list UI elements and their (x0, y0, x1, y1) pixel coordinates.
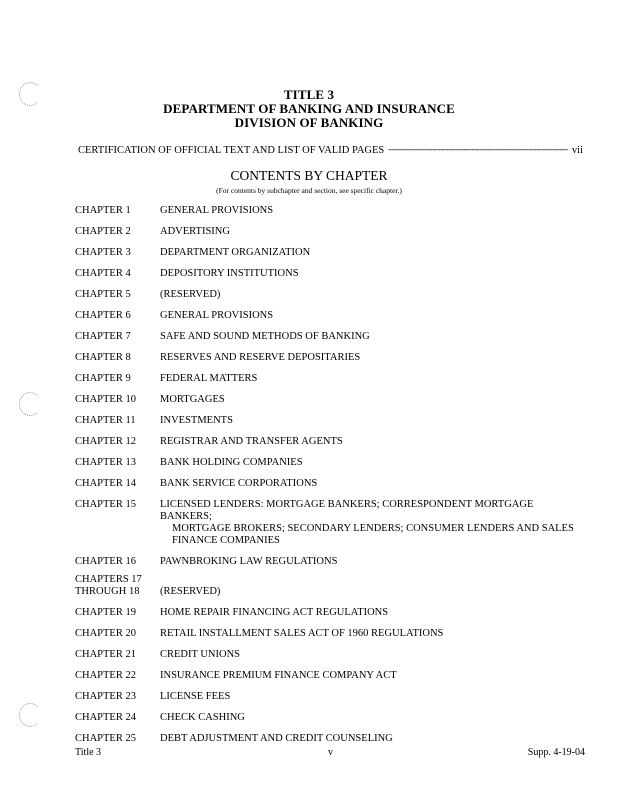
chapter-row (75, 607, 585, 619)
contents-note: (For contents by subchapter and section, see specific chapter.) (216, 186, 402, 195)
certification-text: CERTIFICATION OF OFFICIAL TEXT AND LIST OF VALID PAGES (78, 145, 385, 156)
chapter-label: CHAPTER 10 (75, 394, 136, 405)
chapter-row (75, 289, 585, 301)
chapter-row (75, 628, 585, 640)
chapter-title (160, 499, 585, 547)
chapter-row (75, 373, 585, 385)
chapter-title: DEPOSITORY INSTITUTIONS (160, 268, 299, 279)
chapter-title-line: LICENSED LENDERS: MORTGAGE BANKERS; CORRESPONDENT MORTGAGE BANKERS; (160, 499, 534, 522)
chapter-label: CHAPTER 2 (75, 226, 131, 237)
division-name: DIVISION OF BANKING (234, 115, 384, 130)
chapter-label: CHAPTER 16 (75, 556, 136, 567)
punch-hole-bottom (19, 703, 41, 727)
footer-supplement-date: Supp. 4-19-04 (527, 747, 585, 758)
chapter-row (75, 478, 585, 490)
chapter-title: HOME REPAIR FINANCING ACT REGULATIONS (160, 607, 389, 618)
chapter-row (75, 733, 585, 745)
chapter-label: CHAPTER 23 (75, 691, 136, 702)
chapter-label: CHAPTER 24 (75, 712, 136, 723)
chapter-title: REGISTRAR AND TRANSFER AGENTS (160, 436, 343, 447)
department-name: DEPARTMENT OF BANKING AND INSURANCE (163, 101, 455, 116)
chapter-label: CHAPTER 14 (75, 478, 136, 489)
chapter-row (75, 499, 585, 547)
chapter-title: INSURANCE PREMIUM FINANCE COMPANY ACT (160, 670, 397, 681)
chapter-row (75, 226, 585, 238)
chapter-row (75, 691, 585, 703)
chapter-title: (RESERVED) (160, 289, 221, 300)
chapter-row (75, 649, 585, 661)
chapter-title: SAFE AND SOUND METHODS OF BANKING (160, 331, 370, 342)
chapter-label: CHAPTER 15 (75, 499, 136, 510)
chapter-label: CHAPTER 1 (75, 205, 131, 216)
chapter-label (75, 574, 160, 598)
chapter-row (75, 205, 585, 217)
chapter-title: LICENSE FEES (160, 691, 231, 702)
chapter-title: BANK HOLDING COMPANIES (160, 457, 303, 468)
chapter-row (75, 415, 585, 427)
chapter-label: CHAPTER 25 (75, 733, 136, 744)
chapter-label: CHAPTER 12 (75, 436, 136, 447)
footer-page-number: v (328, 747, 333, 758)
chapter-title: (RESERVED) (160, 586, 221, 597)
chapter-label: CHAPTER 21 (75, 649, 136, 660)
chapter-title-continuation: MORTGAGE BROKERS; SECONDARY LENDERS; CONSUMER LENDERS AND SALES (172, 523, 574, 534)
chapter-title: PAWNBROKING LAW REGULATIONS (160, 556, 338, 567)
chapter-title: FEDERAL MATTERS (160, 373, 258, 384)
chapter-row (75, 556, 585, 568)
chapter-title: CREDIT UNIONS (160, 649, 241, 660)
chapter-label: CHAPTER 6 (75, 310, 131, 321)
certification-entry (78, 145, 583, 159)
chapter-label: CHAPTER 8 (75, 352, 131, 363)
contents-heading: CONTENTS BY CHAPTER (230, 168, 388, 183)
chapter-label: CHAPTER 5 (75, 289, 131, 300)
chapter-label-line: THROUGH 18 (75, 586, 140, 597)
title-number: TITLE 3 (283, 87, 335, 102)
chapter-row (75, 712, 585, 724)
title-block (0, 88, 618, 130)
chapter-row (75, 331, 585, 343)
chapter-title: RESERVES AND RESERVE DEPOSITARIES (160, 352, 361, 363)
chapter-title: ADVERTISING (160, 226, 230, 237)
chapter-row (75, 352, 585, 364)
chapter-title: GENERAL PROVISIONS (160, 205, 274, 216)
chapter-title: MORTGAGES (160, 394, 225, 405)
chapter-label: CHAPTER 11 (75, 415, 136, 426)
chapter-title: INVESTMENTS (160, 415, 233, 426)
chapter-row (75, 247, 585, 259)
footer-title: Title 3 (75, 747, 102, 758)
chapter-title: BANK SERVICE CORPORATIONS (160, 478, 318, 489)
chapter-row (75, 394, 585, 406)
dot-leader (388, 144, 568, 156)
chapter-label: CHAPTER 9 (75, 373, 131, 384)
chapter-label: CHAPTER 4 (75, 268, 131, 279)
chapter-row (75, 574, 585, 598)
page-footer (75, 747, 585, 761)
chapter-title: DEBT ADJUSTMENT AND CREDIT COUNSELING (160, 733, 393, 744)
certification-page: vii (571, 145, 583, 156)
chapter-label: CHAPTER 13 (75, 457, 136, 468)
chapter-row (75, 670, 585, 682)
punch-hole-middle (19, 392, 41, 416)
chapter-title: DEPARTMENT ORGANIZATION (160, 247, 311, 258)
chapter-row (75, 268, 585, 280)
chapter-row (75, 436, 585, 448)
chapter-label-line: CHAPTERS 17 (75, 574, 142, 585)
chapter-row (75, 457, 585, 469)
chapter-label: CHAPTER 20 (75, 628, 136, 639)
chapter-label: CHAPTER 3 (75, 247, 131, 258)
chapter-label: CHAPTER 19 (75, 607, 136, 618)
chapter-title: CHECK CASHING (160, 712, 245, 723)
chapter-title-continuation: FINANCE COMPANIES (172, 535, 280, 546)
chapter-title: GENERAL PROVISIONS (160, 310, 274, 321)
chapter-label: CHAPTER 7 (75, 331, 131, 342)
chapter-title: RETAIL INSTALLMENT SALES ACT OF 1960 REGULATIONS (160, 628, 444, 639)
chapter-list (75, 205, 585, 754)
chapter-label: CHAPTER 22 (75, 670, 136, 681)
chapter-row (75, 310, 585, 322)
